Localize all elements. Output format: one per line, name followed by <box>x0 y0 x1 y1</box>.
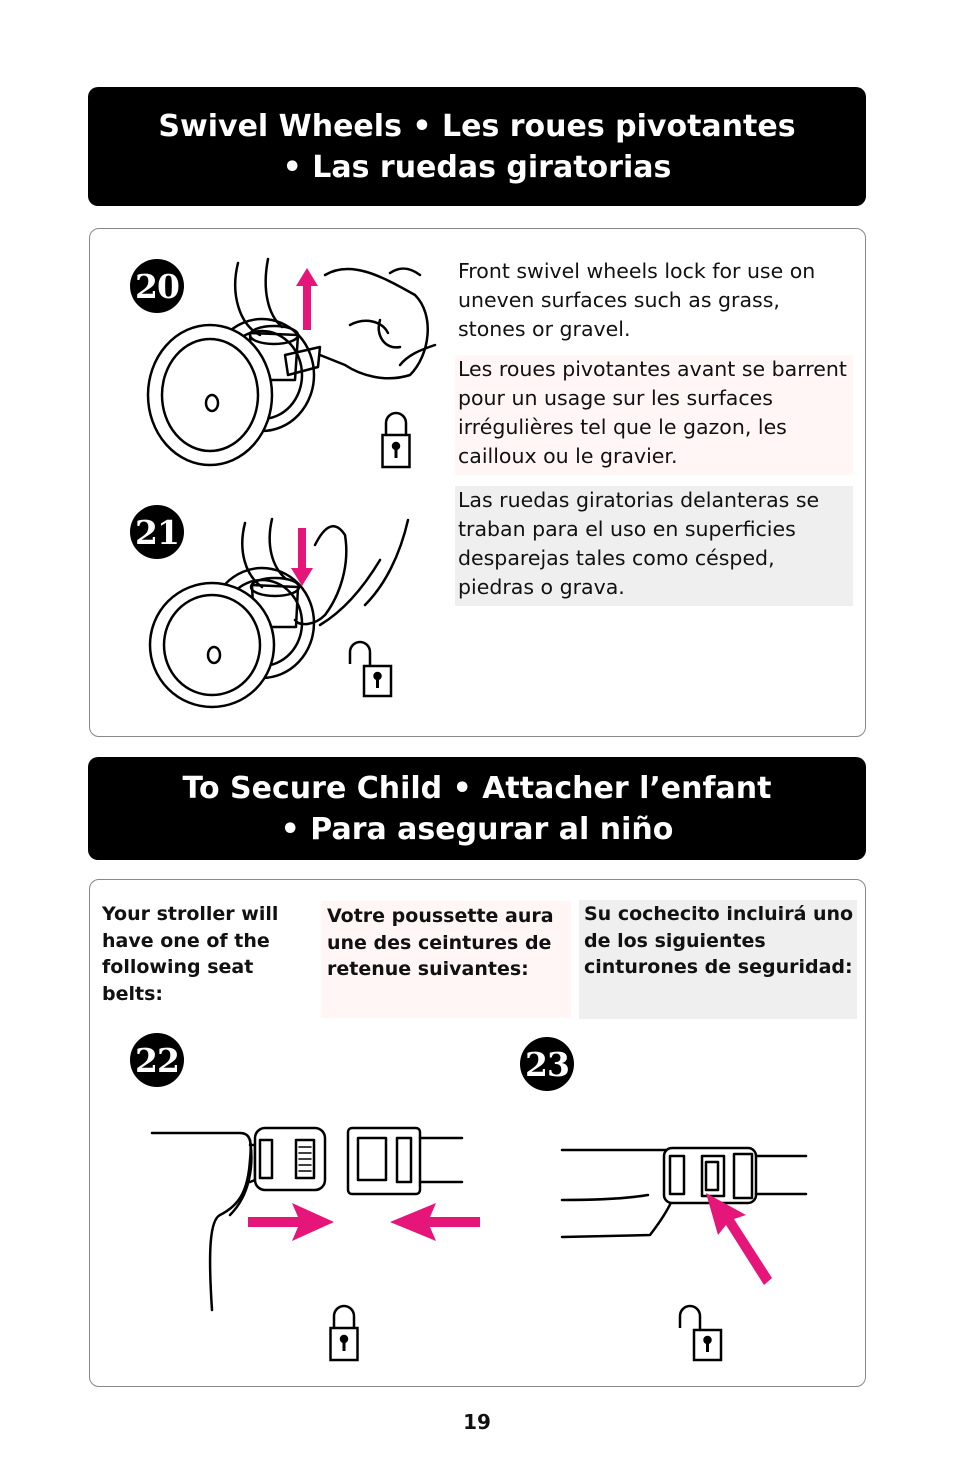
seatbelt-intro-english: Your stroller will have one of the following seat belts: <box>102 903 279 1005</box>
locked-padlock-icon <box>381 409 411 469</box>
insert-right-arrow-icon <box>248 1203 334 1241</box>
seatbelt-intro-french: Votre poussette aura une des ceintures de retenue suivantes: <box>321 901 571 1018</box>
section-header-swivel-wheels <box>88 87 866 206</box>
section-title-line-1: To Secure Child • Attacher l’enfant <box>182 770 772 806</box>
unlocked-padlock-icon <box>677 1302 723 1362</box>
swivel-text-french: Les roues pivotantes avant se barrent pour un usage sur les surfaces irrégulières tel que le gazon, les cailloux ou le gravier. <box>455 355 853 475</box>
step-badge-20: 20 <box>130 259 184 313</box>
swivel-text-spanish: Las ruedas giratorias delanteras se traban para el uso en superficies desparejas tales como césped, piedras o grava. <box>455 486 853 606</box>
step-badge-23: 23 <box>520 1037 574 1091</box>
unlocked-padlock-icon <box>347 638 393 698</box>
step-badge-21: 21 <box>130 505 184 559</box>
section-title-line-2: • Las ruedas giratorias <box>282 149 672 185</box>
locked-padlock-icon <box>329 1302 359 1362</box>
swivel-text-english: Front swivel wheels lock for use on uneven surfaces such as grass, stones or gravel. <box>458 259 816 341</box>
section-title-line-1: Swivel Wheels • Les roues pivotantes <box>158 108 796 144</box>
page-number: 19 <box>463 1410 491 1434</box>
section-title-line-2: • Para asegurar al niño <box>280 811 674 847</box>
seatbelt-intro-spanish: Su cochecito incluirá uno de los siguientes cinturones de seguridad: <box>579 900 857 1019</box>
insert-left-arrow-icon <box>390 1203 480 1241</box>
section-header-secure-child <box>88 757 866 860</box>
push-down-arrow-icon <box>291 528 313 586</box>
press-button-arrow-icon <box>706 1193 772 1285</box>
step-badge-22: 22 <box>130 1033 184 1087</box>
lift-up-arrow-icon <box>296 268 318 330</box>
push-button-buckle-illustration <box>560 1140 810 1245</box>
